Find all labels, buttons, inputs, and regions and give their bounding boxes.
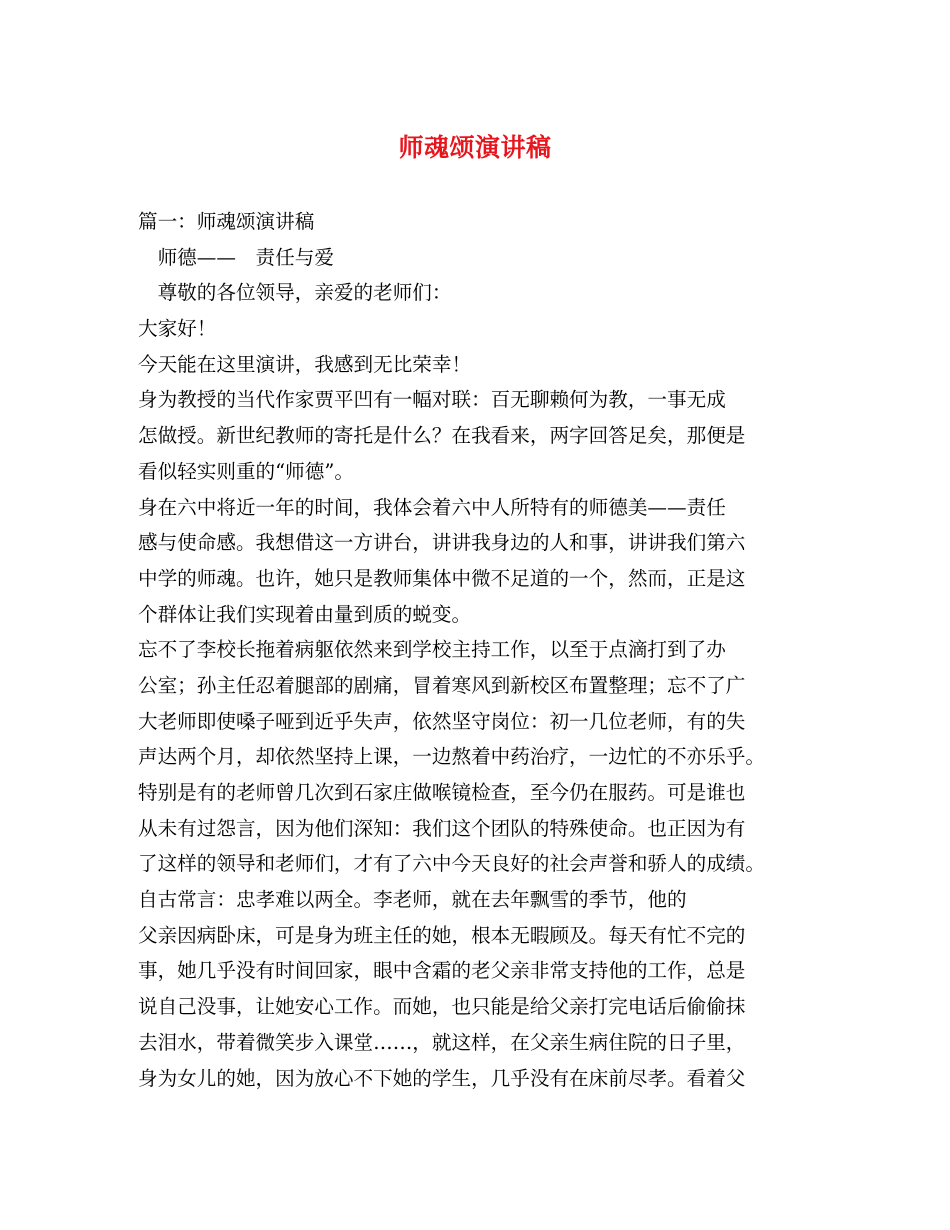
body-line: 身为女儿的她，因为放心不下她的学生，几乎没有在床前尽孝。看着父 [138,1066,746,1090]
body-line: 感与使命感。我想借这一方讲台，讲讲我身边的人和事，讲讲我们第六 [138,531,746,555]
body-line: 尊敬的各位领导，亲爱的老师们： [138,281,452,305]
body-line: 公室；孙主任忍着腿部的剧痛，冒着寒风到新校区布置整理；忘不了广 [138,673,746,697]
body-line: 父亲因病卧床，可是身为班主任的她，根本无暇顾及。每天有忙不完的 [138,923,746,947]
body-line: 身为教授的当代作家贾平凹有一幅对联：百无聊赖何为教，一事无成 [138,388,726,412]
body-line: 怎做授。新世纪教师的寄托是什么？在我看来，两字回答足矣，那便是 [138,424,746,448]
body-line: 说自己没事，让她安心工作。而她，也只能是给父亲打完电话后偷偷抹 [138,995,746,1019]
body-line: 自古常言：忠孝难以两全。李老师，就在去年飘雪的季节，他的 [138,888,687,912]
document-title: 师魂颂演讲稿 [398,133,552,162]
body-line: 篇一：师魂颂演讲稿 [138,210,315,233]
body-line: 事，她几乎没有时间回家，眼中含霜的老父亲非常支持他的工作，总是 [138,959,746,983]
body-line: 看似轻实则重的“师德”。 [138,459,354,483]
body-line: 声达两个月，却依然坚持上课，一边熬着中药治疗，一边忙的不亦乐乎。 [138,745,765,769]
body-line: 从未有过怨言，因为他们深知：我们这个团队的特殊使命。也正因为有 [138,816,746,840]
body-line: 忘不了李校长拖着病躯依然来到学校主持工作，以至于点滴打到了办 [138,638,726,662]
body-line: 大老师即使嗓子哑到近乎失声，依然坚守岗位：初一几位老师，有的失 [138,709,746,733]
body-line: 今天能在这里演讲，我感到无比荣幸！ [138,352,472,376]
body-line: 去泪水，带着微笑步入课堂……，就这样，在父亲生病住院的日子里， [138,1030,746,1054]
body-line: 个群体让我们实现着由量到质的蜕变。 [138,602,472,626]
body-line: 大家好！ [138,317,217,341]
body-line: 特别是有的老师曾几次到石家庄做喉镜检查，至今仍在服药。可是谁也 [138,781,746,804]
body-line: 中学的师魂。也许，她只是教师集体中微不足道的一个，然而，正是这 [138,566,746,590]
body-line: 师德—— 责任与爱 [138,245,334,269]
body-line: 身在六中将近一年的时间，我体会着六中人所特有的师德美——责任 [138,495,726,519]
body-line: 了这样的领导和老师们，才有了六中今天良好的社会声誉和骄人的成绩。 [138,852,765,876]
document-body [138,204,828,1096]
